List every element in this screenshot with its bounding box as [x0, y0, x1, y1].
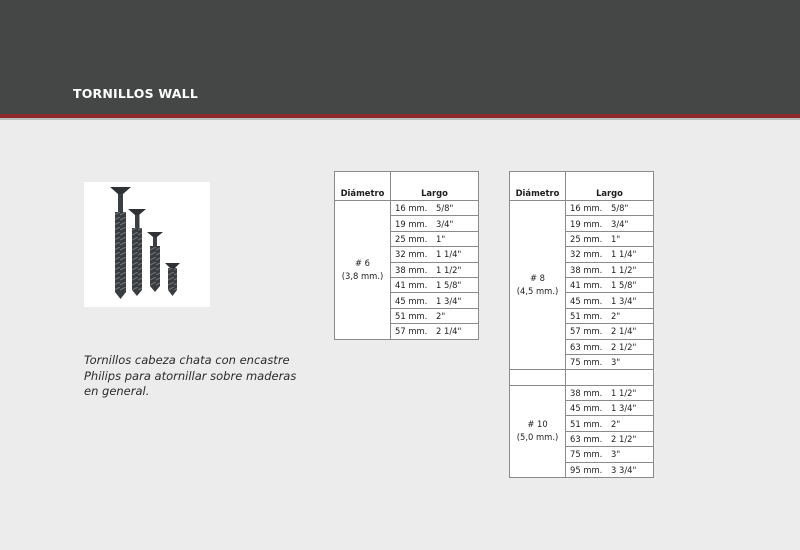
length-inches: 1 1/2": [611, 264, 637, 275]
length-inches: 2": [611, 418, 621, 429]
table-row: [335, 201, 479, 216]
header-diameter: Diámetro: [335, 172, 391, 201]
length-cell: [391, 201, 479, 216]
length-cell: [566, 262, 654, 277]
length-cell: [391, 231, 479, 246]
diameter-label: (5,0 mm.): [516, 432, 559, 443]
table-header-row: [510, 172, 654, 201]
separator-cell: [510, 370, 566, 385]
length-mm: 32 mm.: [395, 249, 428, 260]
diameter-cell: [510, 385, 566, 477]
length-cell: [566, 308, 654, 323]
length-mm: 38 mm.: [570, 387, 603, 398]
length-mm: 25 mm.: [395, 233, 428, 244]
length-inches: 1 1/4": [611, 249, 637, 260]
length-cell: [566, 354, 654, 369]
length-inches: 1": [436, 233, 446, 244]
length-mm: 57 mm.: [570, 326, 603, 337]
length-inches: 2": [611, 310, 621, 321]
length-mm: 75 mm.: [570, 357, 603, 368]
divider-line: [0, 118, 800, 120]
length-inches: 2": [436, 310, 446, 321]
length-mm: 51 mm.: [395, 310, 428, 321]
length-mm: 45 mm.: [570, 403, 603, 414]
length-mm: 45 mm.: [395, 295, 428, 306]
length-inches: 3/4": [436, 218, 454, 229]
length-mm: 32 mm.: [570, 249, 603, 260]
length-inches: 3/4": [611, 218, 629, 229]
length-mm: 38 mm.: [395, 264, 428, 275]
length-cell: [566, 431, 654, 446]
length-cell: [566, 231, 654, 246]
length-inches: 2 1/2": [611, 434, 637, 445]
size-table-1: [334, 171, 479, 340]
length-cell: [391, 293, 479, 308]
length-inches: 1 3/4": [611, 295, 637, 306]
length-inches: 1 3/4": [611, 403, 637, 414]
length-inches: 1 1/2": [436, 264, 462, 275]
length-inches: 3": [611, 357, 621, 368]
length-cell: [566, 216, 654, 231]
length-inches: 1 1/2": [611, 387, 637, 398]
length-inches: 5/8": [611, 203, 629, 214]
diameter-cell: [510, 201, 566, 370]
length-cell: [566, 339, 654, 354]
length-mm: 75 mm.: [570, 449, 603, 460]
length-cell: [566, 247, 654, 262]
screws-image: [84, 182, 210, 307]
length-mm: 63 mm.: [570, 434, 603, 445]
length-mm: 95 mm.: [570, 464, 603, 475]
length-mm: 41 mm.: [570, 280, 603, 291]
length-cell: [391, 262, 479, 277]
length-inches: 1 1/4": [436, 249, 462, 260]
length-inches: 2 1/2": [611, 341, 637, 352]
length-cell: [391, 216, 479, 231]
length-cell: [566, 416, 654, 431]
length-mm: 25 mm.: [570, 233, 603, 244]
length-inches: 3 3/4": [611, 464, 637, 475]
length-cell: [566, 277, 654, 292]
length-cell: [391, 247, 479, 262]
length-mm: 51 mm.: [570, 418, 603, 429]
length-cell: [391, 277, 479, 292]
length-cell: [391, 324, 479, 339]
product-description: Tornillos cabeza chata con encastre Philips para atornillar sobre maderas en general.: [84, 353, 297, 398]
length-inches: 2 1/4": [611, 326, 637, 337]
separator-cell: [566, 370, 654, 385]
length-cell: [566, 201, 654, 216]
header-diameter: Diámetro: [510, 172, 566, 201]
length-mm: 51 mm.: [570, 310, 603, 321]
gauge-label: # 10: [527, 419, 548, 430]
screws-photo: [84, 182, 210, 307]
length-inches: 5/8": [436, 203, 454, 214]
length-mm: 19 mm.: [395, 218, 428, 229]
header-length: Largo: [391, 172, 479, 201]
length-mm: 41 mm.: [395, 280, 428, 291]
screw-4: [165, 263, 180, 296]
length-mm: 16 mm.: [570, 203, 603, 214]
header-length: Largo: [566, 172, 654, 201]
diameter-label: (3,8 mm.): [341, 270, 384, 281]
gauge-label: # 6: [354, 257, 370, 268]
diameter-cell: [335, 201, 391, 340]
length-cell: [566, 385, 654, 400]
length-cell: [391, 308, 479, 323]
length-inches: 2 1/4": [436, 326, 462, 337]
screw-3: [147, 232, 163, 292]
length-inches: 3": [611, 449, 621, 460]
table-header-row: [335, 172, 479, 201]
screw-1: [110, 187, 131, 299]
length-cell: [566, 324, 654, 339]
length-inches: 1 5/8": [436, 280, 462, 291]
length-cell: [566, 462, 654, 477]
separator-row: [510, 370, 654, 385]
length-mm: 63 mm.: [570, 341, 603, 352]
length-inches: 1": [611, 233, 621, 244]
gauge-label: # 8: [529, 273, 545, 284]
diameter-label: (4,5 mm.): [516, 286, 559, 297]
length-mm: 19 mm.: [570, 218, 603, 229]
length-cell: [566, 401, 654, 416]
length-inches: 1 3/4": [436, 295, 462, 306]
page-title: TORNILLOS WALL: [73, 86, 198, 101]
length-mm: 45 mm.: [570, 295, 603, 306]
table-row: [510, 201, 654, 216]
table-row: [510, 385, 654, 400]
length-mm: 16 mm.: [395, 203, 428, 214]
length-mm: 38 mm.: [570, 264, 603, 275]
screw-2: [128, 209, 146, 296]
length-cell: [566, 293, 654, 308]
length-cell: [566, 447, 654, 462]
size-table-2: [509, 171, 654, 478]
length-inches: 1 5/8": [611, 280, 637, 291]
length-mm: 57 mm.: [395, 326, 428, 337]
